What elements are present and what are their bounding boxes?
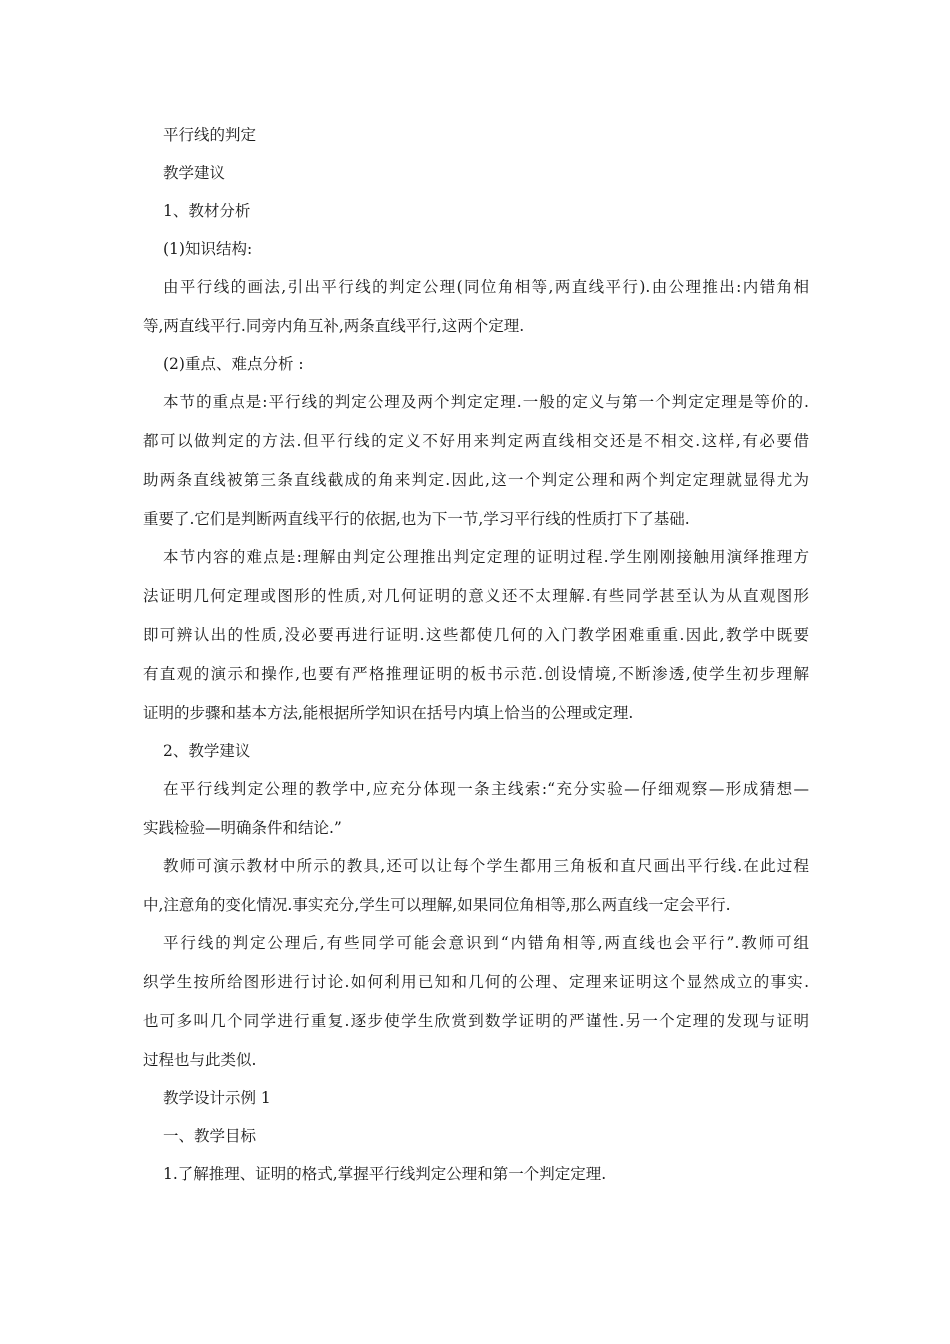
section-heading-teaching-advice: 2、教学建议 (163, 742, 251, 760)
section-heading-teaching-suggestions: 教学建议 (163, 164, 226, 182)
paragraph-key-points (143, 389, 809, 532)
paragraph-line: 有直观的演示和操作,也要有严格推理证明的板书示范.创设情境,不断渗透,使学生初步理解 (143, 665, 809, 683)
paragraph-line: 法证明几何定理或图形的性质,对几何证明的意义还不太理解.有些同学甚至认为从直观图形 (143, 587, 809, 605)
teaching-goal-item: 1.了解推理、证明的格式,掌握平行线判定公理和第一个判定定理. (163, 1165, 607, 1183)
paragraph-main-clue (143, 776, 809, 841)
paragraph-knowledge-structure (143, 274, 809, 339)
section-heading-design-example: 教学设计示例 1 (163, 1089, 271, 1107)
subheading-knowledge-structure: (1)知识结构: (163, 240, 253, 258)
paragraph-demonstration (143, 853, 809, 918)
paragraph-line: 平行线的判定公理后,有些同学可能会意识到“内错角相等,两直线也会平行”.教师可组 (163, 934, 809, 952)
paragraph-line: 重要了.它们是判断两直线平行的依据,也为下一节,学习平行线的性质打下了基础. (143, 510, 690, 528)
paragraph-line: 织学生按所给图形进行讨论.如何利用已知和几何的公理、定理来证明这个显然成立的事实. (143, 973, 809, 991)
subheading-key-difficult-points: (2)重点、难点分析 : (163, 355, 304, 373)
paragraph-line: 等,两直线平行.同旁内角互补,两条直线平行,这两个定理. (143, 317, 525, 335)
paragraph-line: 也可多叫几个同学进行重复.逐步使学生欣赏到数学证明的严谨性.另一个定理的发现与证明 (143, 1012, 809, 1030)
paragraph-line: 由平行线的画法,引出平行线的判定公理(同位角相等,两直线平行).由公理推出:内错角相 (163, 278, 809, 296)
paragraph-line: 在平行线判定公理的教学中,应充分体现一条主线索:“充分实验—仔细观察—形成猜想— (163, 780, 809, 798)
paragraph-difficult-points (143, 544, 809, 726)
paragraph-line: 即可辨认出的性质,没必要再进行证明.这些都使几何的入门教学困难重重.因此,教学中既要 (143, 626, 809, 644)
paragraph-line: 中,注意角的变化情况.事实充分,学生可以理解,如果同位角相等,那么两直线一定会平行. (143, 896, 731, 914)
paragraph-line: 本节内容的难点是:理解由判定公理推出判定定理的证明过程.学生刚刚接触用演绎推理方 (163, 548, 809, 566)
paragraph-line: 证明的步骤和基本方法,能根据所学知识在括号内填上恰当的公理或定理. (143, 704, 634, 722)
paragraph-line: 都可以做判定的方法.但平行线的定义不好用来判定两直线相交还是不相交.这样,有必要借 (143, 432, 809, 450)
paragraph-line: 本节的重点是:平行线的判定公理及两个判定定理.一般的定义与第一个判定定理是等价的. (163, 393, 809, 411)
paragraph-line: 实践检验—明确条件和结论.” (143, 819, 342, 837)
paragraph-line: 教师可演示教材中所示的教具,还可以让每个学生都用三角板和直尺画出平行线.在此过程 (163, 857, 809, 875)
paragraph-line: 过程也与此类似. (143, 1051, 257, 1069)
section-heading-teaching-goals: 一、教学目标 (163, 1127, 257, 1145)
section-heading-material-analysis: 1、教材分析 (163, 202, 251, 220)
paragraph-discussion (143, 930, 809, 1073)
document-title: 平行线的判定 (163, 126, 257, 144)
paragraph-line: 助两条直线被第三条直线截成的角来判定.因此,这一个判定公理和两个判定定理就显得尤为 (143, 471, 809, 489)
document-body (143, 122, 809, 1199)
